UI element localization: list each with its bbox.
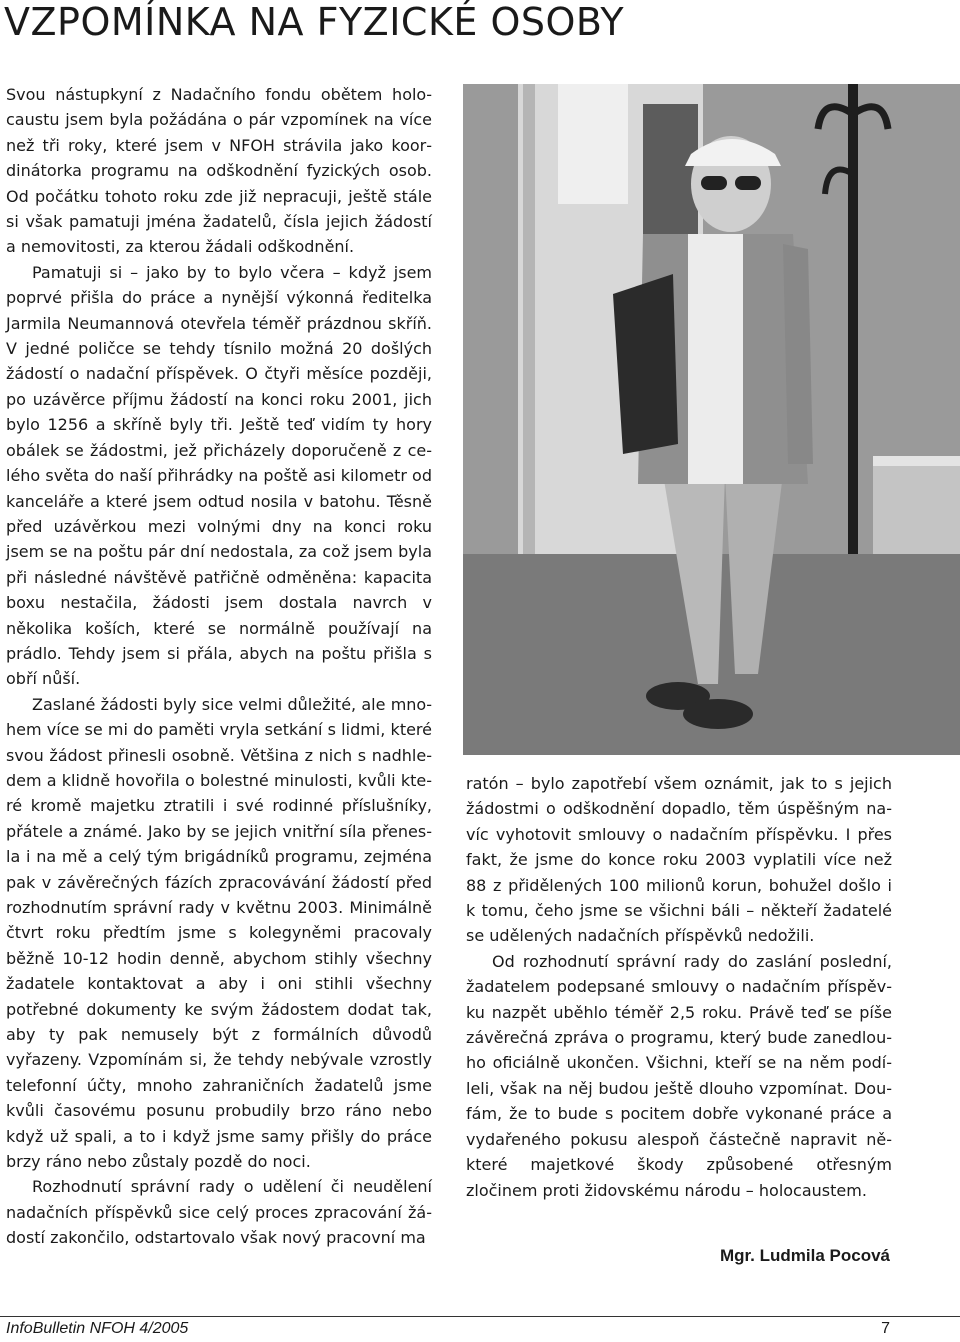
paragraph: Zaslané žádosti byly sice velmi důležité, ale mnohem více se mi do paměti vryla setkání s lidmi, které svou žádost přinesli osobně. Většina z nich s nadhledem a klidně hovořila o bolestné minulosti, kvůli které kromě majetku ztratili i své rodinné příslušníky, přátele a známé. Jako by se jejich vnitřní síla přenesla i na mě a celý tým brigádníků programu, zejména pak v závěrečných fázích zpracovávání žádostí před rozhodnutím správní rady v květnu 2003. Minimálně čtvrt roku předtím jsme s kolegyněmi pracovaly běžně 10-12 hodin denně, abychom stihly všechny žadatele kontaktovat a aby i oni stihli všechny potřebné dokumenty ke svým žádostem dodat tak, aby ty pak nemusely být z formálních důvodů vyřazeny. Vzpomínám si, že tehdy nebývale vzrostly telefonní účty, mnoho zahraničních žadatelů jsme kvůli časovému posunu probudily brzo ráno nebo když už spali, a to i když jsme samy přišly do práce brzy ráno nebo zůstaly pozdě do noci. (6, 694, 432, 1172)
photo-illustration (463, 84, 960, 755)
article-left-column (6, 82, 432, 1251)
author-signature: Mgr. Ludmila Pocová (719, 1246, 890, 1265)
page-number: 7 (881, 1320, 890, 1337)
page-title: VZPOMÍNKA NA FYZICKÉ OSOBY (4, 0, 625, 44)
footer-publication: InfoBulletin NFOH 4/2005 (6, 1320, 189, 1337)
paragraph: Svou nástupkyní z Nadačního fondu obětem holocaustu jsem byla požádána o pár vzpomínek na více než tři roky, které jsem v NFOH strávila jako koordinátorka programu na odškodnění fyzických osob. Od počátku tohoto roku zde již nepracuji, ještě stále si však pamatuji jména žadatelů, čísla jejich žádostí a nemovitosti, za kterou žádali odškodnění. (6, 85, 432, 257)
article-right-column (466, 771, 892, 1203)
paragraph: Pamatuji si – jako by to bylo včera – když jsem poprvé přišla do práce a nynější výkonná ředitelka Jarmila Neumannová otevřela téměř prázdnou skříň. V jedné poličce se tehdy tísnilo možná 20 došlých žádostí o nadační příspěvek. O čtyři měsíce později, po uzávěrce příjmu žádostí na konci roku 2001, jich bylo 1256 a skříně byly tři. Ještě teď vidím ty hory obálek se žádostmi, jež přicházely doporučeně z celého světa do naší přihrádky na poště asi kilometr od kanceláře a které jsem odtud nosila v batohu. Těsně před uzávěrkou mezi volnými dny na konci roku jsem se na poštu pár dní nedostala, za což jsem byla při následné návštěvě patřičně odměněna: kapacita boxu nestačila, žádosti jsem dostala navrch v několika koších, které se normálně používají na prádlo. Tehdy jsem si přála, abych na poštu přišla s obří nůší. (6, 262, 432, 689)
article-photo (463, 84, 960, 755)
paragraph: Od rozhodnutí správní rady do zaslání poslední, žadatelem podepsané smlouvy o nadačním příspěvku nazpět uběhlo téměř 2,5 roku. Právě teď se píše závěrečná zpráva o programu, který bude zanedlouho oficiálně ukončen. Všichni, kteří se na něm podíleli, však na něj budou ještě dlouho vzpomínat. Doufám, že to bude s pocitem dobře vykonané práce a vydařeného pokusu alespoň částečně napravit některé majetkové škody způsobené otřesným zločinem proti židovskému národu – holocaustem. (466, 951, 892, 1200)
paragraph: ratón – bylo zapotřebí všem oznámit, jak to s jejich žádostmi o odškodnění dopadlo, těm úspěšným navíc vyhotovit smlouvy o nadačním příspěvku. I přes fakt, že jsme do konce roku 2003 vyplatili více než 88 z přidělených 100 milionů korun, bohužel došlo i k tomu, čeho jsme se všichni báli – někteří žadatelé se udělených nadačních příspěvků nedožili. (466, 774, 892, 946)
footer-divider (0, 1316, 960, 1317)
paragraph: Rozhodnutí správní rady o udělení či neudělení nadačních příspěvků sice celý proces zpracování žádostí zakončilo, odstartovalo však nový pracovní ma (6, 1177, 432, 1248)
